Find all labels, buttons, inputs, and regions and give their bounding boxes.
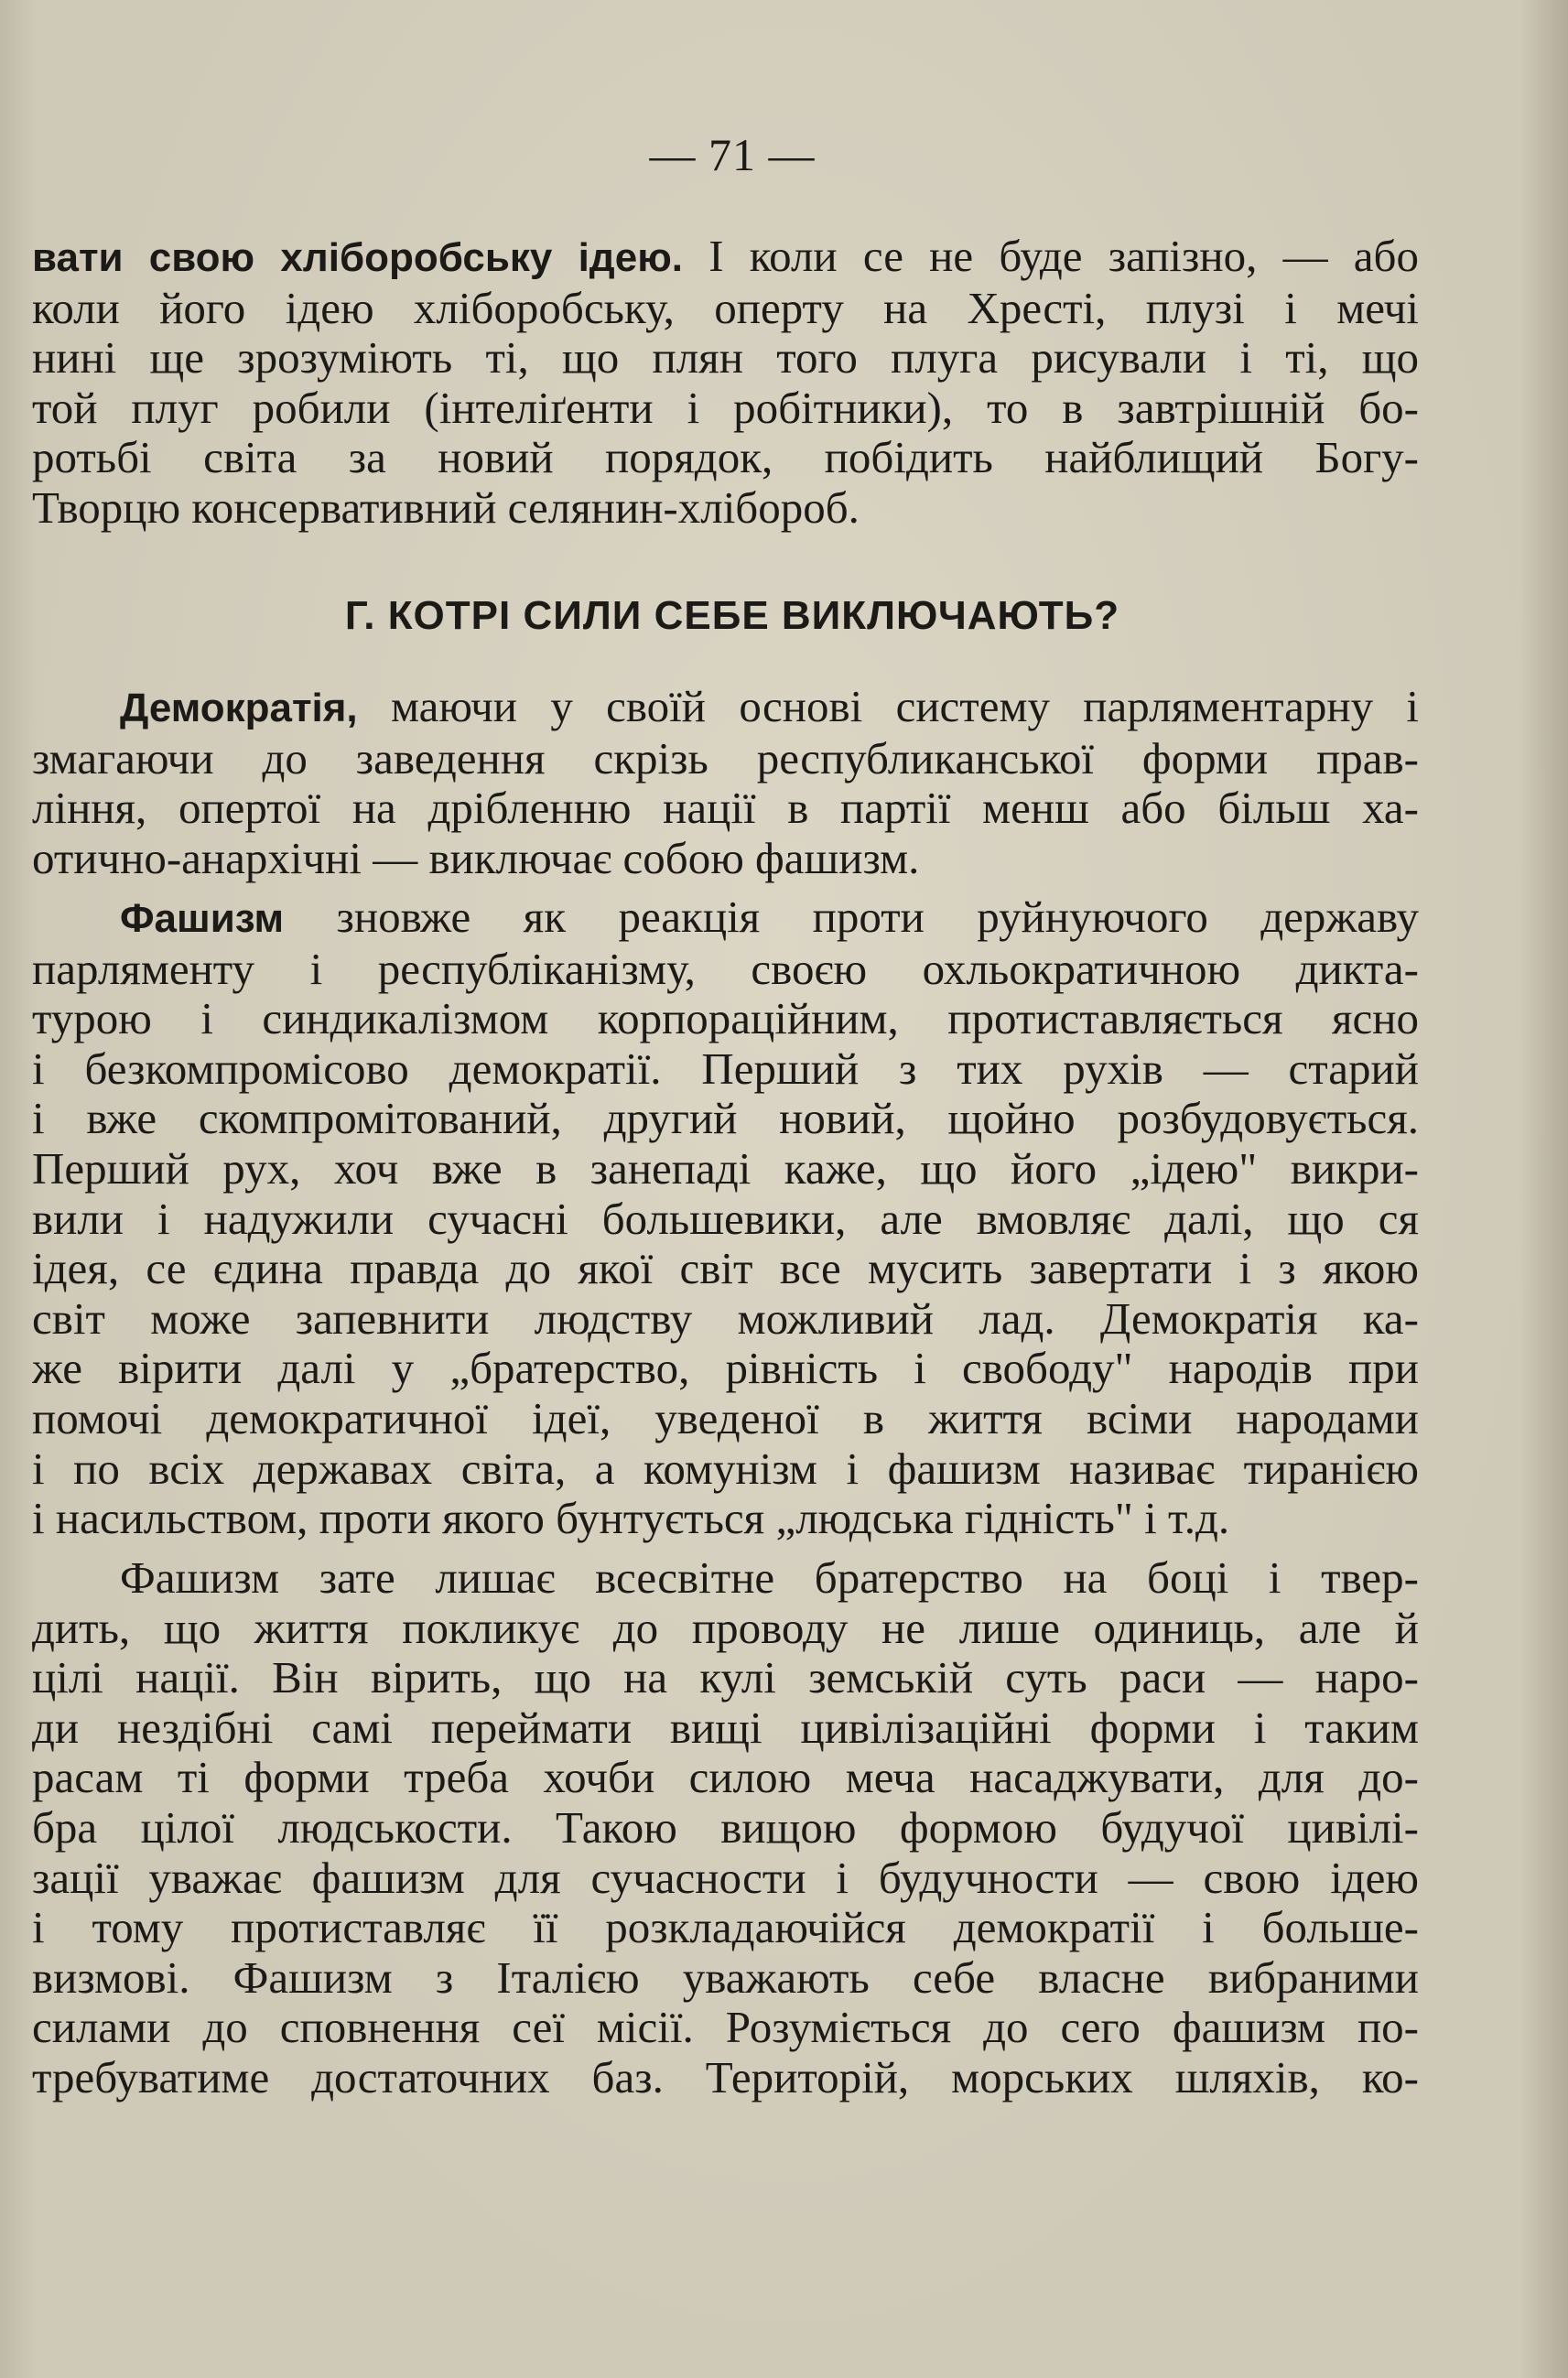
- text-line: Демократія, маючи у своїй основі систему парляментарну і: [120, 682, 1419, 731]
- text-line: і вже скомпромітований, другий новий, щойно розбудовується.: [32, 1094, 1419, 1144]
- text-line: той плуг робили (інтеліґенти і робітники), то в завтрішній бо-: [32, 383, 1419, 433]
- text-line: і безкомпромісово демократії. Перший з тих рухів — старий: [32, 1043, 1419, 1094]
- text-line: змагаючи до заведення скрізь республиканської форми прав-: [32, 733, 1419, 784]
- text-line: Перший рух, хоч вже в занепаді каже, що його „ідею" викри-: [32, 1143, 1419, 1194]
- intro-paragraph: [32, 232, 1419, 534]
- text-line: же вірити далі у „братерство, рівність і свободу" народів при: [32, 1344, 1419, 1394]
- text-line: турою і синдикалізмом корпораційним, протиставляється ясно: [32, 994, 1419, 1044]
- paragraph-fascism: [32, 892, 1419, 1544]
- text-line: і насильством, проти якого бунтується „людська гідність" і т.д.: [32, 1494, 1230, 1544]
- text-line: парляменту і республіканізму, своєю охльократичною дикта-: [32, 944, 1419, 994]
- text-line: цілі нації. Він вірить, що на кулі земській суть раси — наро-: [32, 1653, 1419, 1703]
- paragraph-democracy: [32, 682, 1419, 883]
- text-line: зації уважає фашизм для сучасности і будучности — свою ідею: [32, 1853, 1419, 1903]
- text-line: расам ті форми треба хочби силою меча насаджувати, для до-: [32, 1753, 1419, 1803]
- page-number: — 71 —: [649, 129, 816, 180]
- text-line: і по всіх державах світа, а комунізм і фашизм називає тиранією: [32, 1443, 1419, 1494]
- text-line: вили і надужили сучасні большевики, але вмовляє далі, що ся: [32, 1194, 1419, 1244]
- text-line: Фашизм зновже як реакція проти руйнуючого державу: [120, 892, 1419, 942]
- text-line: і тому протиставляє її розкладаючійся демократії і больше-: [32, 1903, 1419, 1953]
- section-heading: Г. КОТРІ СИЛИ СЕБЕ ВИКЛЮЧАЮТЬ?: [344, 593, 1120, 638]
- text-line: визмові. Фашизм з Італією уважають себе власне вибраними: [32, 1952, 1419, 2003]
- text-line: Фашизм зате лишає всесвітне братерство на боці і твер-: [120, 1553, 1419, 1603]
- text-line: помочі демократичної ідеї, уведеної в життя всіми народами: [32, 1393, 1419, 1443]
- bold-lead: Фашизм: [120, 896, 285, 941]
- text-line: нині ще зрозуміють ті, що плян того плуга рисували і ті, що: [32, 333, 1419, 384]
- text-line: силами до сповнення сеї місії. Розуміється до сего фашизм по-: [32, 2003, 1419, 2053]
- text-line: требуватиме достаточних баз. Територій, морських шляхів, ко-: [32, 2052, 1419, 2102]
- text-line: дить, що життя покликує до проводу не лише одиниць, але й: [32, 1603, 1419, 1653]
- paragraph-fascism-mission: [32, 1553, 1419, 2103]
- bold-lead: вати свою хліборобську ідею.: [32, 235, 684, 280]
- text-line: світ може запевнити людству можливий лад. Демократія ка-: [32, 1293, 1419, 1344]
- text-line: бра цілої людськости. Такою вищою формою будучої цивілі-: [32, 1802, 1419, 1853]
- text-line: отично-анархічні — виключає собою фашизм.: [32, 833, 920, 883]
- bold-lead: Демократія,: [120, 686, 358, 730]
- text-line: вати свою хліборобську ідею. І коли се не буде запізно, — або: [32, 232, 1419, 281]
- text-line: ди нездібні самі переймати вищі цивілізаційні форми і таким: [32, 1702, 1419, 1753]
- text-line: коли його ідею хліборобську, оперту на Хресті, плузі і мечі: [32, 283, 1419, 333]
- text-line: ідея, се єдина правда до якої світ все мусить завертати і з якою: [32, 1244, 1419, 1294]
- text-line: ротьбі світа за новий порядок, побідить найблищий Богу-: [32, 433, 1419, 483]
- text-line: ління, опертої на дрібленню нації в партії менш або більш ха-: [32, 784, 1419, 834]
- text-line: Творцю консервативний селянин-хлібороб.: [32, 482, 860, 533]
